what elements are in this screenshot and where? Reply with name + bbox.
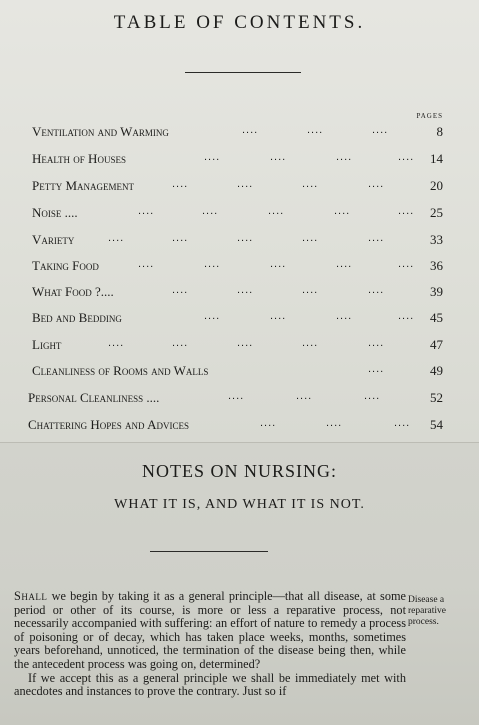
toc-entry-title: Chattering Hopes and Advices: [28, 417, 189, 432]
toc-entry-title: Variety: [32, 232, 75, 247]
toc-row: [32, 232, 443, 248]
toc-row: [32, 337, 443, 353]
toc-leader: ....: [307, 124, 324, 136]
toc-row: [32, 178, 443, 194]
toc-entry-page: 39: [430, 284, 443, 299]
toc-leader: ....: [302, 337, 319, 349]
toc-leader: ....: [260, 417, 277, 429]
toc-leader: ....: [108, 232, 125, 244]
paragraph-lead-word: Shall: [14, 589, 48, 603]
toc-entry-title: Light: [32, 337, 62, 352]
toc-entry-title: Personal Cleanliness ....: [28, 390, 160, 405]
toc-entry-page: 47: [430, 337, 443, 352]
toc-leader: ....: [302, 284, 319, 296]
toc-leader: ....: [204, 310, 221, 322]
toc-entry-title: Bed and Bedding: [32, 310, 122, 325]
toc-leader: ....: [398, 151, 415, 163]
toc-row: [28, 390, 443, 406]
toc-row: [32, 258, 443, 274]
chapter-title: NOTES ON NURSING:: [141, 461, 337, 481]
toc-leader: ....: [172, 337, 189, 349]
paragraph: [14, 590, 406, 672]
toc-entry-title: Health of Houses: [32, 151, 126, 166]
toc-leader: ....: [202, 205, 219, 217]
toc-leader: ....: [368, 284, 385, 296]
toc-leader: ....: [394, 417, 411, 429]
toc-leader: ....: [364, 390, 381, 402]
toc-leader: ....: [334, 205, 351, 217]
toc-leader: ....: [270, 258, 287, 270]
toc-row: [32, 363, 443, 379]
toc-leader: ....: [204, 151, 221, 163]
toc-leader: ....: [336, 151, 353, 163]
toc-row: [32, 151, 443, 167]
pages-column-heading: PAGES: [416, 112, 443, 120]
toc-leader: ....: [270, 310, 287, 322]
toc-title-rule: [185, 72, 301, 73]
toc-leader: ....: [372, 124, 389, 136]
toc-row: [28, 417, 443, 433]
toc-leader: ....: [138, 258, 155, 270]
toc-leader: ....: [368, 178, 385, 190]
toc-leader: ....: [398, 205, 415, 217]
toc-entry-page: 45: [430, 310, 443, 325]
toc-entry-page: 49: [430, 363, 443, 378]
toc-leader: ....: [302, 232, 319, 244]
toc-entry-title: Cleanliness of Rooms and Walls: [32, 363, 209, 378]
toc-entry-page: 25: [430, 205, 443, 220]
toc-entry-page: 14: [430, 151, 443, 166]
toc-leader: ....: [368, 363, 385, 375]
toc-leader: ....: [237, 284, 254, 296]
toc-row: [32, 124, 443, 140]
toc-leader: ....: [237, 178, 254, 190]
toc-leader: ....: [270, 151, 287, 163]
toc-leader: ....: [108, 337, 125, 349]
toc-entry-page: 33: [430, 232, 443, 247]
toc-leader: ....: [237, 232, 254, 244]
toc-leader: ....: [368, 232, 385, 244]
toc-entry-title: What Food ?....: [32, 284, 114, 299]
chapter-subtitle: WHAT IT IS, AND WHAT IT IS NOT.: [114, 497, 365, 512]
toc-entry-title: Noise ....: [32, 205, 78, 220]
toc-leader: ....: [398, 310, 415, 322]
toc-leader: ....: [138, 205, 155, 217]
toc-row: [32, 205, 443, 221]
toc-leader: ....: [204, 258, 221, 270]
toc-row: [32, 310, 443, 326]
toc-entry-title: Petty Management: [32, 178, 135, 193]
chapter-body: [14, 590, 406, 699]
toc-entry-page: 52: [430, 390, 443, 405]
toc-leader: ....: [368, 337, 385, 349]
toc-leader: ....: [172, 178, 189, 190]
toc-leader: ....: [326, 417, 343, 429]
paragraph: If we accept this as a general principle we shall be immediately met with anecdotes and instances to prove the contrary. Just so if: [14, 670, 406, 699]
margin-note: Disease a reparative process.: [408, 595, 446, 627]
toc-leader: ....: [228, 390, 245, 402]
toc-entry-page: 54: [430, 417, 443, 432]
toc-title: TABLE OF CONTENTS.: [113, 12, 366, 33]
toc-leader: ....: [268, 205, 285, 217]
toc-entry-page: 8: [436, 124, 443, 139]
toc-entry-page: 36: [430, 258, 443, 273]
toc-leader: ....: [336, 258, 353, 270]
paragraph-text: we begin by taking it as a general principle—that all disease, at some period or other of its course, is more or less a reparative process, not necessarily accompanied with suffering: an effort of nature to remedy a process of poisoning or of decay, which has taken place weeks, months, sometimes years beforehand, unnoticed, the termination of the disease being then, while the antecedent process was going on, determined?: [14, 589, 406, 671]
toc-entry-title: Taking Food: [32, 258, 99, 273]
toc-leader: ....: [296, 390, 313, 402]
toc-entry-title: Ventilation and Warming: [32, 124, 169, 139]
toc-entry-page: 20: [430, 178, 443, 193]
chapter-title-rule: [150, 551, 268, 552]
toc-row: [32, 284, 443, 300]
toc-leader: ....: [302, 178, 319, 190]
toc-leader: ....: [172, 284, 189, 296]
toc-leader: ....: [242, 124, 259, 136]
toc-leader: ....: [172, 232, 189, 244]
toc-leader: ....: [237, 337, 254, 349]
toc-leader: ....: [336, 310, 353, 322]
toc-leader: ....: [398, 258, 415, 270]
